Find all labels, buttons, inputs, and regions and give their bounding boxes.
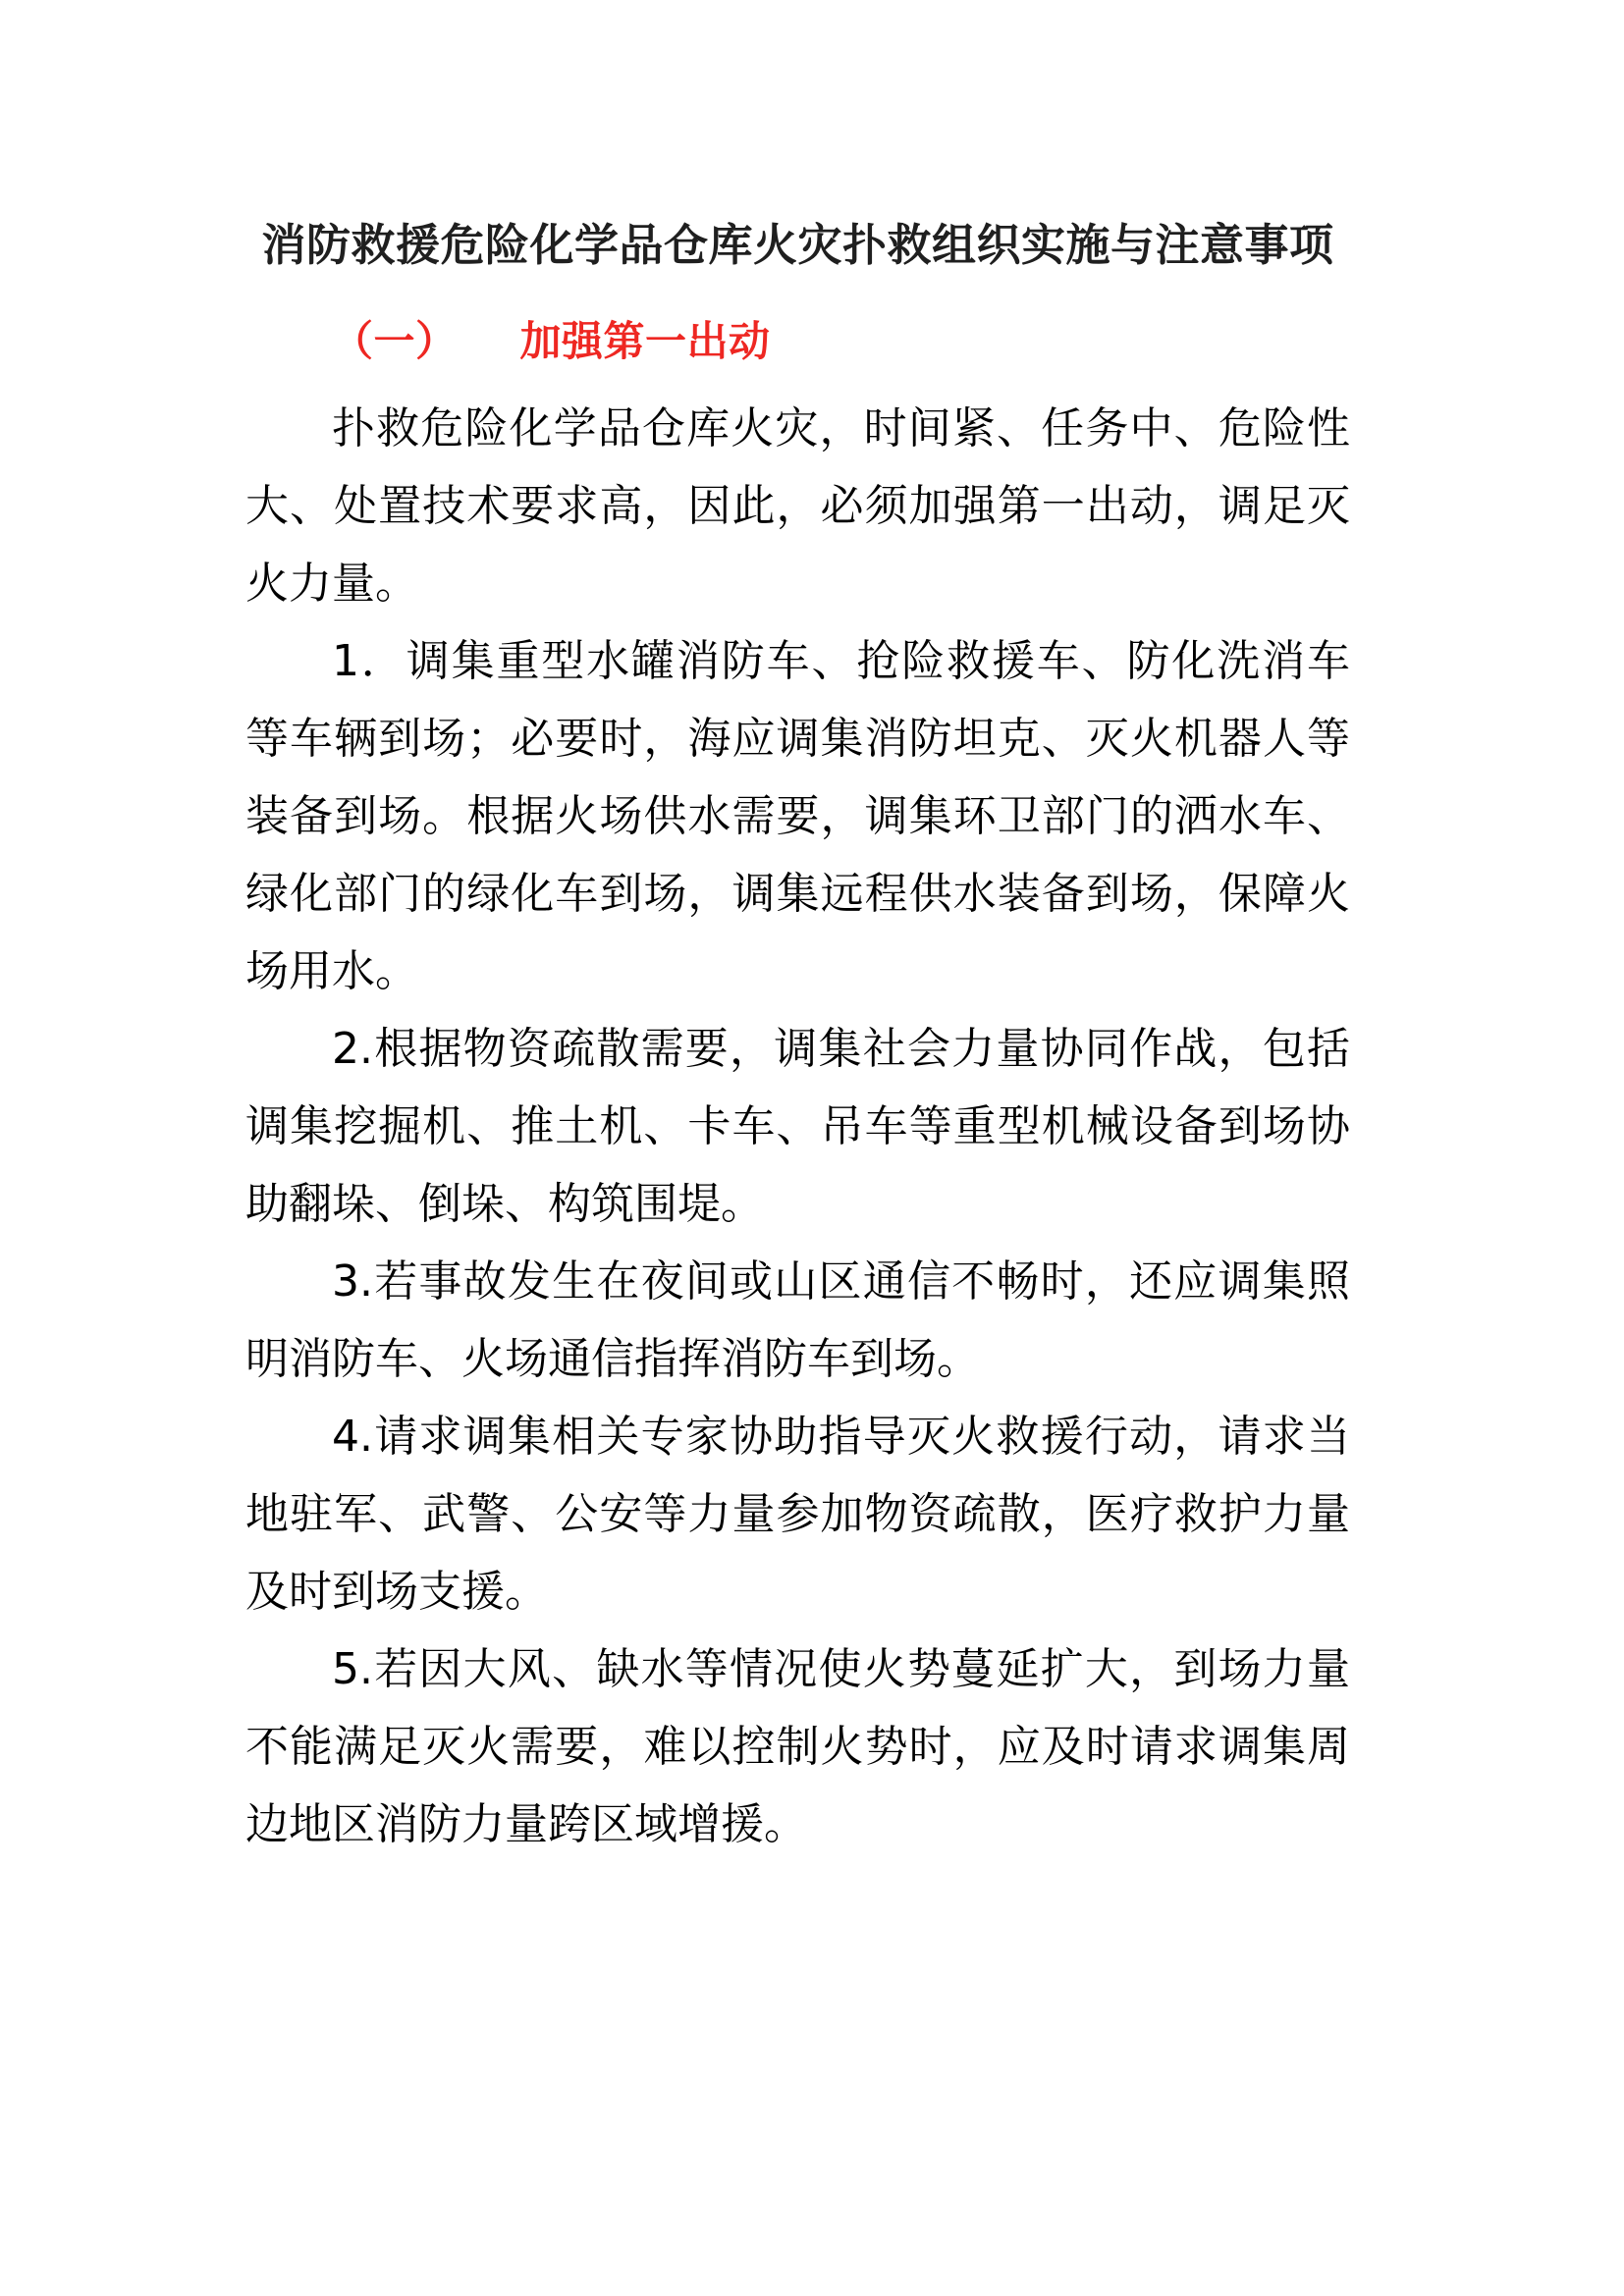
paragraph-item-4: 4.请求调集相关专家协助指导灭火救援行动，请求当地驻军、武警、公安等力量参加物资疏散，医疗救护力量及时到场支援。: [245, 1412, 1350, 1618]
spacer: [245, 372, 1350, 390]
section-heading-number: （一）: [332, 317, 458, 366]
paragraph-item-1: 1．调集重型水罐消防车、抢险救援车、防化洗消车等车辆到场；必要时，海应调集消防坦克、灭火机器人等装备到场。根据火场供水需要，调集环卫部门的洒水车、绿化部门的绿化车到场，调集远程供水装备到场，保障火场用水。: [245, 636, 1350, 997]
section-heading: [245, 273, 1350, 372]
paragraph-item-3: 3.若事故发生在夜间或山区通信不畅时，还应调集照明消防车、火场通信指挥消防车到场。: [245, 1256, 1350, 1385]
document-content: [245, 0, 1350, 1863]
paragraph-item-2: 2.根据物资疏散需要，调集社会力量协同作战，包括调集挖掘机、推土机、卡车、吊车等重型机械设备到场协助翻垛、倒垛、构筑围堤。: [245, 1024, 1350, 1230]
paragraph-intro: 扑救危险化学品仓库火灾，时间紧、任务中、危险性大、处置技术要求高，因此，必须加强第一出动，调足灭火力量。: [245, 403, 1350, 610]
page-title: 消防救援危险化学品仓库火灾扑救组织实施与注意事项: [261, 219, 1334, 271]
section-heading-label: 加强第一出动: [519, 317, 771, 366]
paragraph-item-5: 5.若因大风、缺水等情况使火势蔓延扩大，到场力量不能满足灭火需要，难以控制火势时，应及时请求调集周边地区消防力量跨区域增援。: [245, 1644, 1350, 1850]
